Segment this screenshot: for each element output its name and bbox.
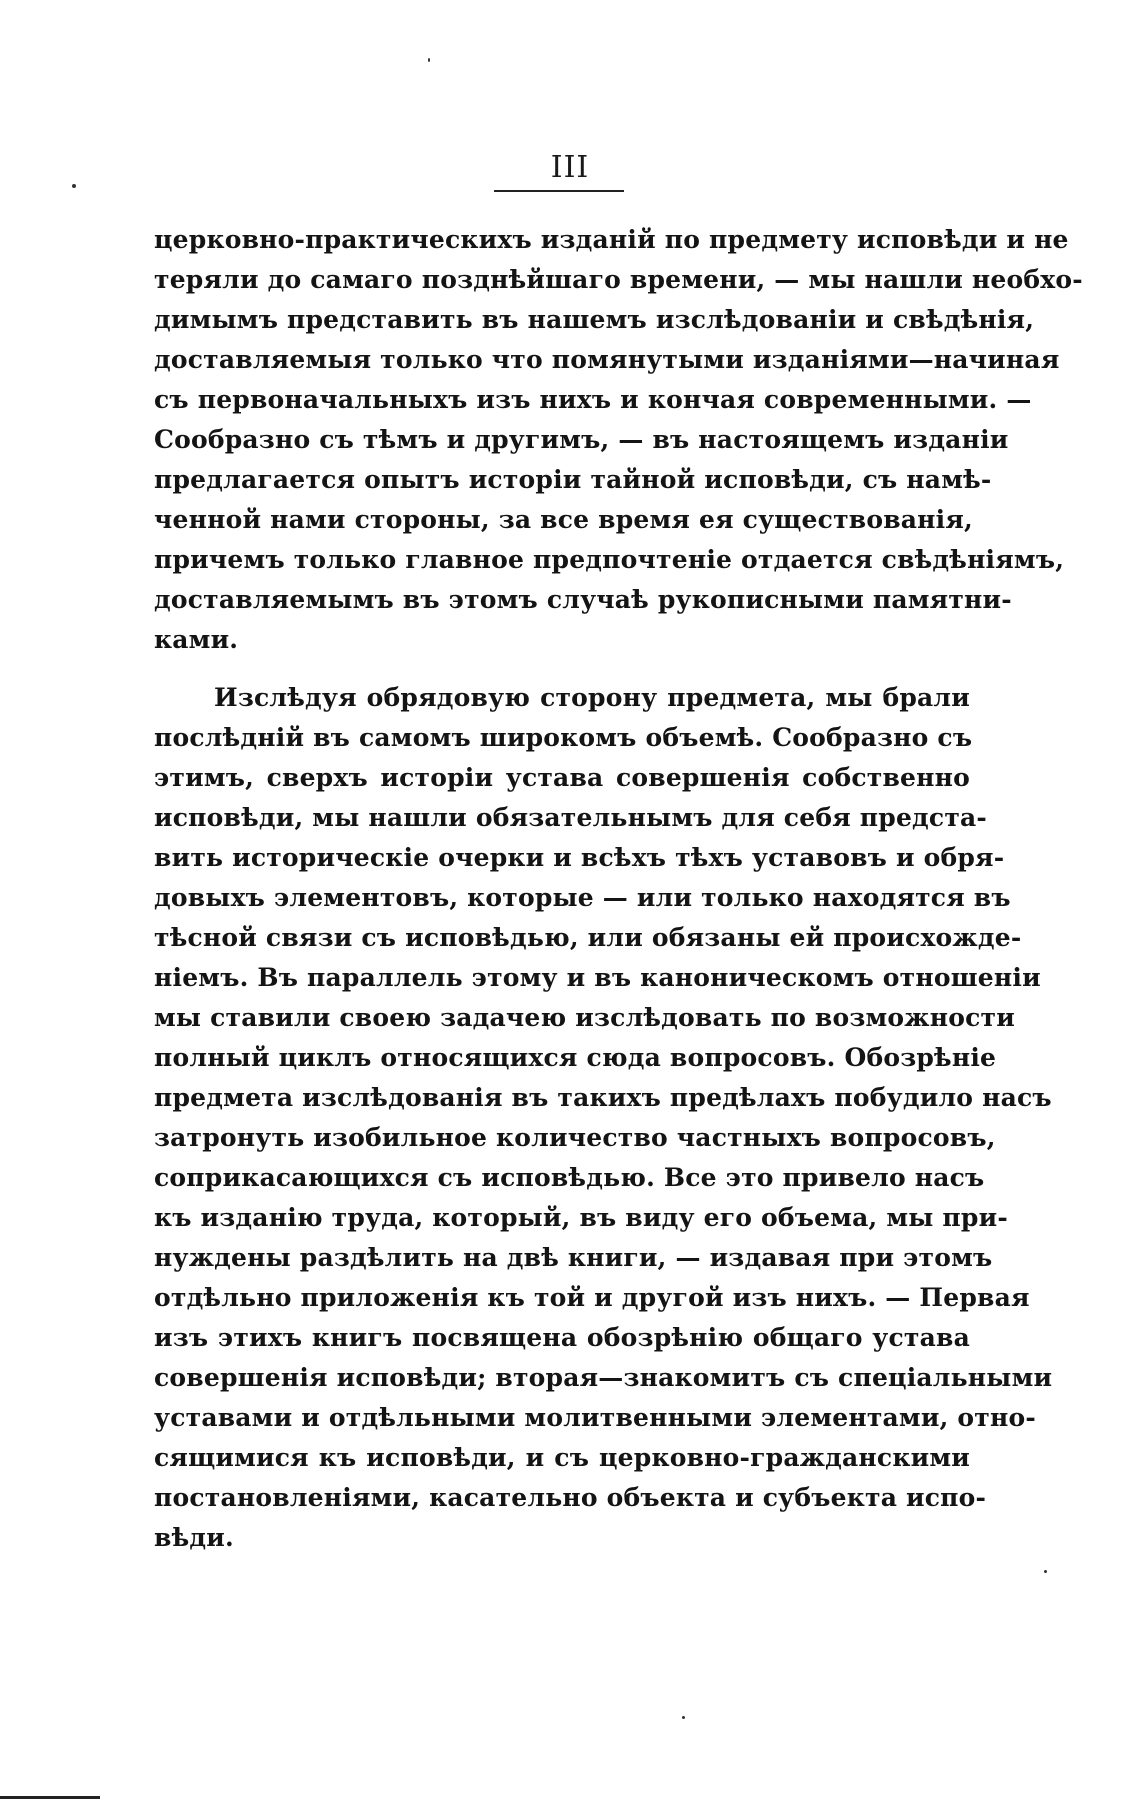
text-line: совершенiя исповѣди; вторая—знакомитъ съ спецiальными — [154, 1363, 1053, 1392]
text-line: съ первоначальныхъ изъ нихъ и кончая современными. — — [154, 385, 1032, 414]
text-line: тѣсной связи съ исповѣдью, или обязаны ей происхожде- — [154, 923, 1022, 952]
text-line: исповѣди, мы нашли обязательнымъ для себя предста- — [154, 803, 988, 832]
text-line: предлагается опытъ исторiи тайной исповѣди, съ намѣ- — [154, 465, 992, 494]
text-line: вить историческiе очерки и всѣхъ тѣхъ уставовъ и обря- — [154, 843, 1005, 872]
text-line: къ изданiю труда, который, въ виду его объема, мы при- — [154, 1203, 1008, 1232]
text-line: церковно-практическихъ изданiй по предмету исповѣди и не — [154, 225, 1069, 254]
scan-speck — [72, 184, 76, 188]
text-line: постановленiями, касательно объекта и субъекта испо- — [154, 1483, 987, 1512]
scan-speck — [682, 1716, 685, 1719]
page-number: III — [550, 150, 590, 185]
text-line: ченной нами стороны, за все время ея существованiя, — [154, 505, 973, 534]
paragraph-2 — [154, 678, 1053, 1558]
text-line: затронуть изобильное количество частныхъ вопросовъ, — [154, 1123, 996, 1152]
scan-speck — [1044, 1570, 1047, 1573]
text-line: изъ этихъ книгъ посвящена обозрѣнiю общаго устава — [154, 1323, 970, 1352]
text-line: доставляемыя только что помянутыми изданiями—начиная — [154, 345, 1060, 374]
text-line: сящимися къ исповѣди, и съ церковно-гражданскими — [154, 1443, 970, 1472]
text-line: соприкасающихся съ исповѣдью. Все это привело насъ — [154, 1163, 985, 1192]
text-line: полный циклъ относящихся сюда вопросовъ. Обозрѣнiе — [154, 1043, 997, 1072]
text-line: предмета изслѣдованiя въ такихъ предѣлахъ побудило насъ — [154, 1083, 1052, 1112]
text-line: Сообразно съ тѣмъ и другимъ, — въ настоящемъ изданiи — [154, 425, 1009, 454]
text-line: отдѣльно приложенiя къ той и другой изъ нихъ. — Первая — [154, 1283, 1030, 1312]
text-line: уставами и отдѣльными молитвенными элементами, отно- — [154, 1403, 1036, 1432]
header-rule — [494, 190, 624, 192]
text-line: мы ставили своею задачею изслѣдовать по возможности — [154, 1003, 1015, 1032]
text-line: довыхъ элементовъ, которые — или только находятся въ — [154, 883, 1011, 912]
text-line: этимъ, сверхъ исторiи устава совершенiя собственно — [154, 763, 970, 792]
text-line: нуждены раздѣлить на двѣ книги, — издавая при этомъ — [154, 1243, 993, 1272]
text-line: димымъ представить въ нашемъ изслѣдованiи и свѣдѣнiя, — [154, 305, 1035, 334]
text-line: доставляемымъ въ этомъ случаѣ рукописными памятни- — [154, 585, 1012, 614]
scan-edge-mark — [0, 1796, 100, 1799]
scan-speck — [428, 58, 430, 62]
text-line: Изслѣдуя обрядовую сторону предмета, мы брали — [214, 683, 970, 712]
paragraph-1 — [154, 220, 1083, 660]
text-line: нiемъ. Въ параллель этому и въ каноническомъ отношенiи — [154, 963, 1041, 992]
text-line: ками. — [154, 625, 239, 654]
text-line: причемъ только главное предпочтенiе отдается свѣдѣнiямъ, — [154, 545, 1065, 574]
text-line: послѣднiй въ самомъ широкомъ объемѣ. Сообразно съ — [154, 723, 973, 752]
text-line: теряли до самаго позднѣйшаго времени, — мы нашли необхо- — [154, 265, 1083, 294]
text-line: вѣди. — [154, 1523, 234, 1552]
